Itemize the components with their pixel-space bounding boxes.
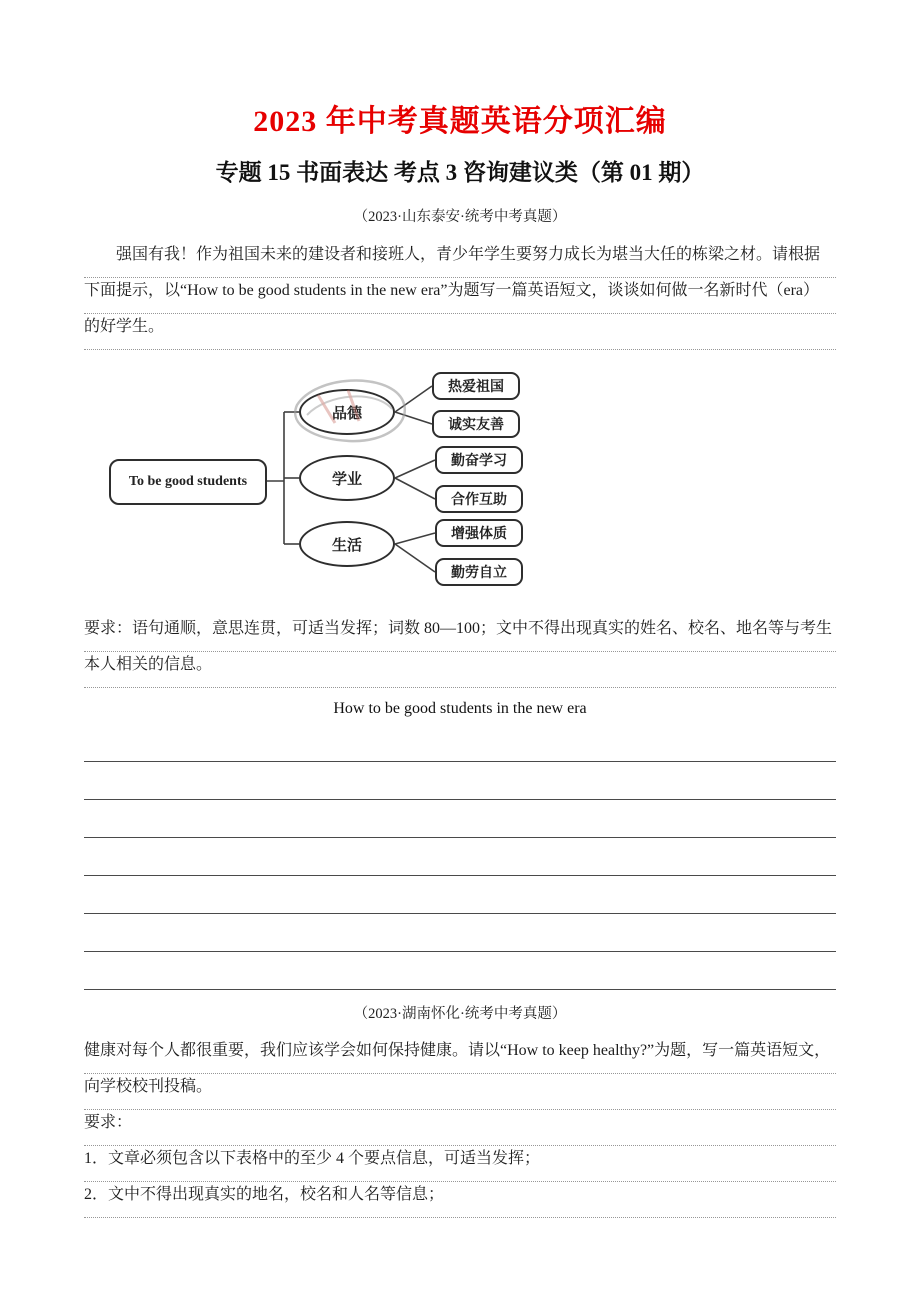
requirements-paragraph-2 xyxy=(84,1110,836,1218)
text-line: 健康对每个人都很重要，我们应该学会如何保持健康。请以“How to keep healthy?”为题，写一篇英语短文， xyxy=(84,1038,836,1074)
answer-writing-area xyxy=(84,724,836,990)
exam-source-2: （2023·湖南怀化·统考中考真题） xyxy=(353,1006,567,1022)
writing-line xyxy=(84,724,836,762)
document-subtitle: 专题 15 书面表达 考点 3 咨询建议类（第 01 期） xyxy=(215,160,705,185)
text-line: 下面提示，以“How to be good students in the new era”为题写一篇英语短文，谈谈如何做一名新时代（era） xyxy=(84,278,836,314)
document-title: 2023 年中考真题英语分项汇编 xyxy=(253,105,667,138)
requirement-item: 1．文章必须包含以下表格中的至少 4 个要点信息，可适当发挥； xyxy=(84,1146,836,1182)
diagram-branch-life: 生活 xyxy=(299,521,395,567)
diagram-item-cooperate: 合作互助 xyxy=(435,485,523,513)
diagram-branch-morality: 品德 xyxy=(299,389,395,435)
writing-line xyxy=(84,876,836,914)
diagram-item-self-reliant: 勤劳自立 xyxy=(435,558,523,586)
diagram-item-build-body: 增强体质 xyxy=(435,519,523,547)
mind-map-diagram xyxy=(94,359,554,604)
writing-line xyxy=(84,952,836,990)
diagram-item-study-hard: 勤奋学习 xyxy=(435,446,523,474)
requirements-paragraph-1 xyxy=(84,616,836,688)
diagram-item-love-country: 热爱祖国 xyxy=(432,372,520,400)
document-content xyxy=(84,0,836,1218)
text-line: 要求：语句通顺，意思连贯，可适当发挥；词数 80—100；文中不得出现真实的姓名、校名、地名等与考生 xyxy=(84,616,836,652)
writing-line xyxy=(84,914,836,952)
text-line: 的好学生。 xyxy=(84,314,836,350)
text-line: 强国有我！作为祖国未来的建设者和接班人，青少年学生要努力成长为堪当大任的栋梁之材。请根据 xyxy=(84,242,836,278)
prompt-paragraph-2 xyxy=(84,1038,836,1110)
requirements-label: 要求： xyxy=(84,1110,836,1146)
text-line: 向学校校刊投稿。 xyxy=(84,1074,836,1110)
diagram-root-node: To be good students xyxy=(109,459,267,505)
writing-line xyxy=(84,762,836,800)
text-line: 本人相关的信息。 xyxy=(84,652,836,688)
writing-line xyxy=(84,838,836,876)
writing-line xyxy=(84,800,836,838)
requirement-item: 2．文中不得出现真实的地名，校名和人名等信息； xyxy=(84,1182,836,1218)
prompt-paragraph-1 xyxy=(84,242,836,350)
diagram-branch-study: 学业 xyxy=(299,455,395,501)
essay-title: How to be good students in the new era xyxy=(333,700,587,717)
diagram-item-honest-friendly: 诚实友善 xyxy=(432,410,520,438)
exam-source-1: （2023·山东泰安·统考中考真题） xyxy=(353,209,567,225)
